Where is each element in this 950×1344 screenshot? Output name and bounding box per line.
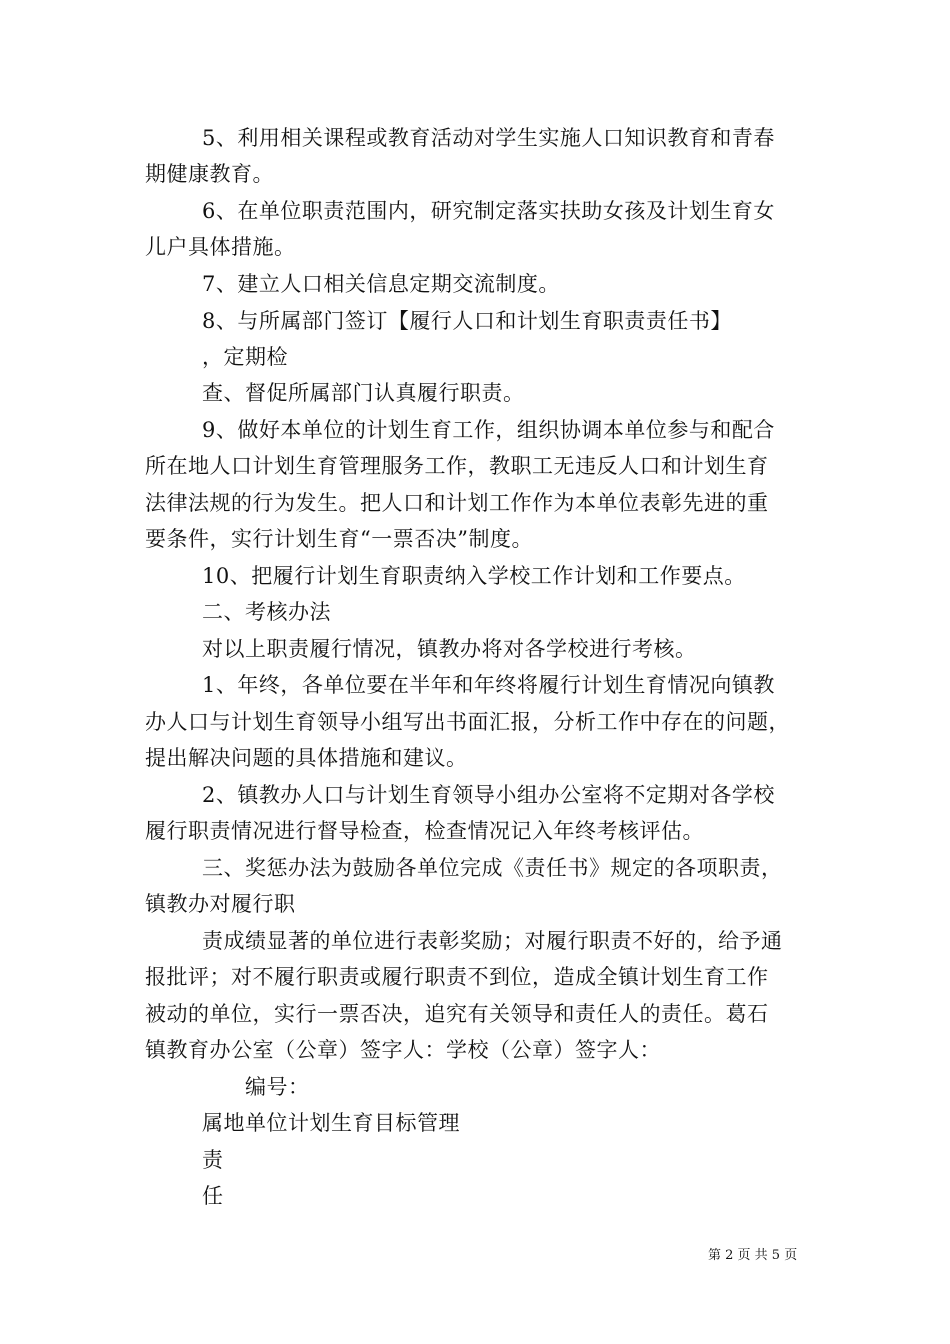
- paragraph-line: 办人口与计划生育领导小组写出书面汇报，分析工作中存在的问题，: [145, 710, 790, 734]
- paragraph-line: 8、与所属部门签订【履行人口和计划生育职责责任书】: [202, 309, 732, 333]
- document-title: 属地单位计划生育目标管理: [202, 1111, 460, 1135]
- paragraph-line: 5、利用相关课程或教育活动对学生实施人口知识教育和青春: [202, 126, 775, 150]
- paragraph-line: 所在地人口计划生育管理服务工作，教职工无违反人口和计划生育: [145, 454, 769, 478]
- paragraph-line: 2、镇教办人口与计划生育领导小组办公室将不定期对各学校: [202, 783, 775, 807]
- number-label: 编号：: [245, 1075, 310, 1099]
- paragraph-line: 10、把履行计划生育职责纳入学校工作计划和工作要点。: [202, 564, 746, 588]
- paragraph-line: 期健康教育。: [145, 162, 274, 186]
- paragraph-line: 7、建立人口相关信息定期交流制度。: [202, 272, 560, 296]
- paragraph-line: 儿户具体措施。: [145, 235, 296, 259]
- paragraph-line: 报批评；对不履行职责或履行职责不到位，造成全镇计划生育工作: [145, 965, 769, 989]
- document-title-char: 责: [202, 1148, 224, 1172]
- paragraph-line: 镇教办对履行职: [145, 892, 296, 916]
- paragraph-line: 责成绩显著的单位进行表彰奖励；对履行职责不好的，给予通: [202, 929, 783, 953]
- paragraph-line: 9、做好本单位的计划生育工作，组织协调本单位参与和配合: [202, 418, 775, 442]
- paragraph-line: 对以上职责履行情况，镇教办将对各学校进行考核。: [202, 637, 697, 661]
- paragraph-line: 被动的单位，实行一票否决，追究有关领导和责任人的责任。葛石: [145, 1002, 769, 1026]
- paragraph-line: 提出解决问题的具体措施和建议。: [145, 746, 468, 770]
- paragraph-line: 1、年终，各单位要在半年和年终将履行计划生育情况向镇教: [202, 673, 775, 697]
- section-heading: 二、考核办法: [202, 600, 331, 624]
- paragraph-line: 6、在单位职责范围内，研究制定落实扶助女孩及计划生育女: [202, 199, 775, 223]
- paragraph-line: 要条件，实行计划生育“一票否决”制度。: [145, 527, 533, 551]
- paragraph-line: 法律法规的行为发生。把人口和计划工作作为本单位表彰先进的重: [145, 491, 769, 515]
- section-heading: 三、奖惩办法为鼓励各单位完成《责任书》规定的各项职责，: [202, 856, 783, 880]
- document-title-char: 任: [202, 1184, 224, 1208]
- paragraph-line: ，定期检: [202, 345, 288, 369]
- paragraph-line: 履行职责情况进行督导检查，检查情况记入年终考核评估。: [145, 819, 704, 843]
- signature-line: 镇教育办公室（公章）签字人：学校（公章）签字人：: [145, 1038, 661, 1062]
- page-number-footer: 第 2 页 共 5 页: [708, 1248, 798, 1263]
- paragraph-line: 查、督促所属部门认真履行职责。: [202, 381, 525, 405]
